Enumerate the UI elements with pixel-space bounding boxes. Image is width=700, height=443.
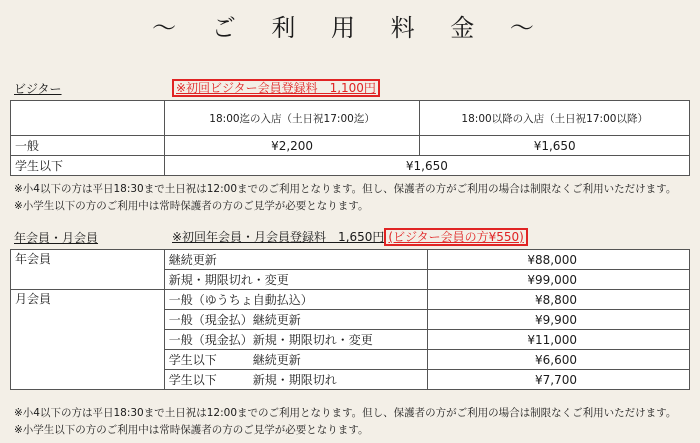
member-note-2: ※小学生以下の方のご利用中は常時保護者の方のご見学が必要となります。 (14, 424, 369, 436)
member-registration-note-red: (ビジター会員の方¥550) (384, 228, 527, 246)
visitor-registration-note: ※初回ビジター会員登録料 1,100円 (172, 79, 380, 97)
table-row (11, 250, 690, 270)
table-row (11, 290, 690, 310)
visitor-price-table (10, 100, 690, 176)
member-section-header (14, 229, 694, 246)
member-heading: 年会員・月会員 (14, 231, 99, 245)
row-label: 学生以下 (11, 156, 165, 176)
plan-name: 一般（ゆうちょ自動払込） (164, 290, 428, 310)
plan-name: 学生以下 継続更新 (164, 350, 428, 370)
table-header-row (11, 101, 690, 136)
page-title: ～ ご 利 用 料 金 ～ (152, 14, 548, 42)
plan-name: 一般（現金払）新規・期限切れ・変更 (164, 330, 428, 350)
header-blank-cell (11, 101, 165, 136)
price-cell: ¥99,000 (428, 270, 690, 290)
plan-name: 一般（現金払）継続更新 (164, 310, 428, 330)
member-note-1: ※小4以下の方は平日18:30まで土日祝は12:00までのご利用となります。但し、保護者の方がご利用の場合は制限なくご利用いただけます。 (14, 407, 677, 419)
price-cell: ¥6,600 (428, 350, 690, 370)
visitor-note-2: ※小学生以下の方のご利用中は常時保護者の方のご見学が必要となります。 (14, 200, 369, 212)
plan-name: 新規・期限切れ・変更 (164, 270, 428, 290)
plan-name: 継続更新 (164, 250, 428, 270)
visitor-note-1: ※小4以下の方は平日18:30まで土日祝は12:00までのご利用となります。但し、保護者の方がご利用の場合は制限なくご利用いただけます。 (14, 183, 677, 195)
price-cell: ¥2,200 (164, 136, 420, 156)
price-cell: ¥88,000 (428, 250, 690, 270)
member-registration-note: ※初回年会員・月会員登録料 1,650円 (172, 230, 385, 244)
row-label: 一般 (11, 136, 165, 156)
table-row (11, 136, 690, 156)
header-after-1800: 18:00以降の入店（土日祝17:00以降） (420, 101, 690, 136)
visitor-heading: ビジター (14, 82, 62, 96)
price-cell: ¥9,900 (428, 310, 690, 330)
price-cell: ¥11,000 (428, 330, 690, 350)
price-cell: ¥8,800 (428, 290, 690, 310)
price-cell: ¥1,650 (420, 136, 690, 156)
table-row (11, 156, 690, 176)
price-cell: ¥1,650 (164, 156, 689, 176)
monthly-label: 月会員 (11, 290, 165, 390)
member-price-table (10, 249, 690, 390)
annual-label: 年会員 (11, 250, 165, 290)
visitor-section-header (14, 80, 694, 97)
plan-name: 学生以下 新規・期限切れ (164, 370, 428, 390)
price-cell: ¥7,700 (428, 370, 690, 390)
header-before-1800: 18:00迄の入店（土日祝17:00迄） (164, 101, 420, 136)
